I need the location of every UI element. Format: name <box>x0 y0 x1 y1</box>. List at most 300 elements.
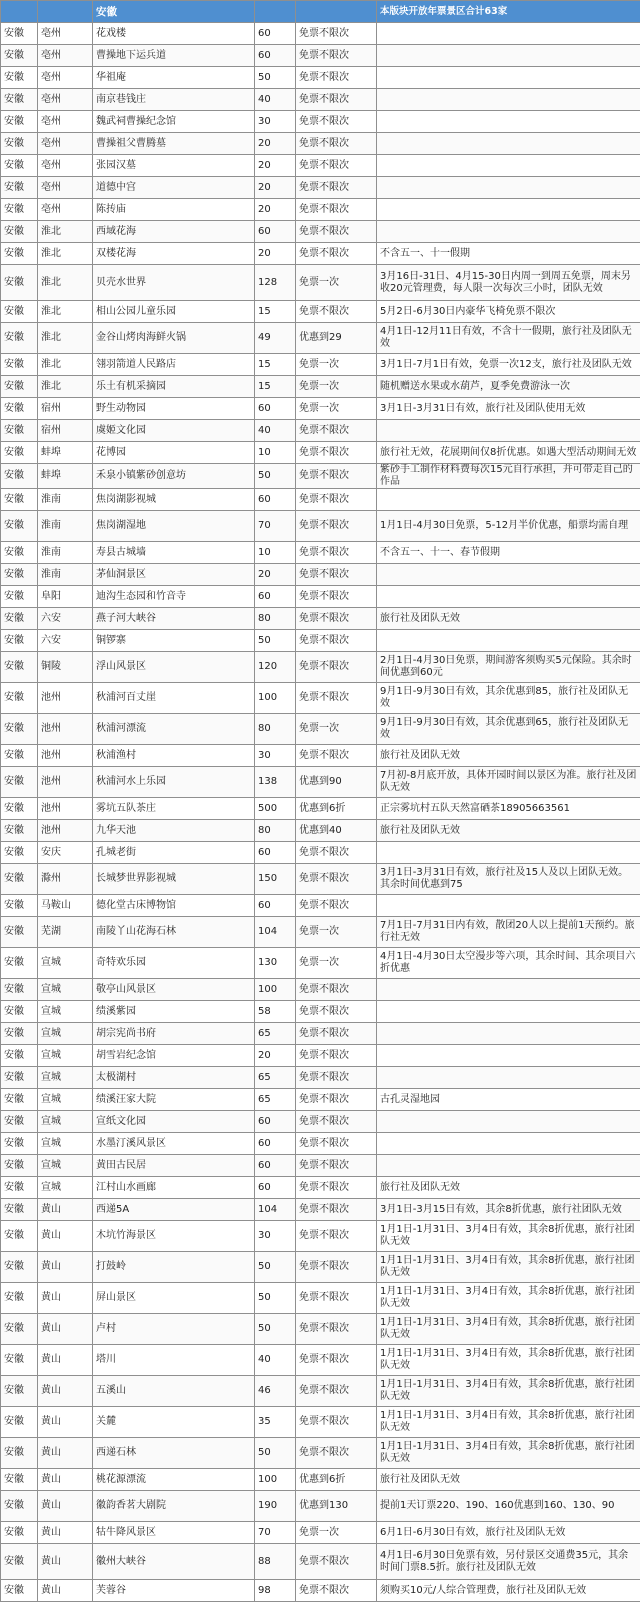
city-cell: 池州 <box>38 745 93 767</box>
scenic-spot-cell: 太极湖村 <box>93 1067 255 1089</box>
table-row <box>1 67 640 89</box>
price-cell: 98 <box>255 1580 296 1602</box>
province-cell: 安徽 <box>1 864 38 895</box>
city-cell: 淮南 <box>38 564 93 586</box>
price-cell: 50 <box>255 1438 296 1469</box>
notes-cell: 3月1日-3月15日有效，其余8折优惠，旅行社团队无效 <box>377 1199 640 1221</box>
province-cell: 安徽 <box>1 608 38 630</box>
notes-cell <box>377 133 640 155</box>
benefit-cell: 免票不限次 <box>296 111 377 133</box>
province-cell: 安徽 <box>1 1491 38 1522</box>
city-cell: 宣城 <box>38 1111 93 1133</box>
province-cell: 安徽 <box>1 354 38 376</box>
notes-cell: 旅行社及团队无效 <box>377 1177 640 1199</box>
price-cell: 58 <box>255 1001 296 1023</box>
price-cell: 104 <box>255 917 296 948</box>
province-cell: 安徽 <box>1 683 38 714</box>
notes-cell: 1月1日-1月31日、3月4日有效，其余8折优惠，旅行社团队无效 <box>377 1438 640 1469</box>
benefit-cell: 免票不限次 <box>296 1111 377 1133</box>
city-cell: 淮北 <box>38 265 93 301</box>
notes-cell <box>377 23 640 45</box>
price-cell: 50 <box>255 630 296 652</box>
province-cell: 安徽 <box>1 1544 38 1580</box>
table-row <box>1 265 640 301</box>
notes-cell: 1月1日-1月31日、3月4日有效，其余8折优惠，旅行社团队无效 <box>377 1252 640 1283</box>
notes-cell <box>377 979 640 1001</box>
city-cell: 淮北 <box>38 301 93 323</box>
price-cell: 20 <box>255 199 296 221</box>
price-cell: 65 <box>255 1023 296 1045</box>
notes-cell <box>377 1001 640 1023</box>
table-header-row <box>1 1 640 23</box>
table-row <box>1 1345 640 1376</box>
benefit-cell: 免票不限次 <box>296 1407 377 1438</box>
province-cell: 安徽 <box>1 745 38 767</box>
notes-cell: 9月1日-9月30日有效，其余优惠到65，旅行社及团队无效 <box>377 714 640 745</box>
province-cell: 安徽 <box>1 221 38 243</box>
province-cell: 安徽 <box>1 1283 38 1314</box>
notes-cell: 5月2日-6月30日内豪华飞椅免票不限次 <box>377 301 640 323</box>
table-row <box>1 1001 640 1023</box>
province-cell: 安徽 <box>1 917 38 948</box>
province-cell: 安徽 <box>1 420 38 442</box>
city-cell: 安庆 <box>38 842 93 864</box>
benefit-cell: 免票不限次 <box>296 23 377 45</box>
notes-cell <box>377 1133 640 1155</box>
notes-cell: 提前1天订票220、190、160优惠到160、130、90 <box>377 1491 640 1522</box>
price-cell: 70 <box>255 511 296 542</box>
benefit-cell: 免票不限次 <box>296 177 377 199</box>
table-row <box>1 745 640 767</box>
province-cell: 安徽 <box>1 895 38 917</box>
benefit-cell: 免票不限次 <box>296 1544 377 1580</box>
scenic-spot-cell: 黄田古民居 <box>93 1155 255 1177</box>
city-cell: 六安 <box>38 630 93 652</box>
price-cell: 40 <box>255 89 296 111</box>
province-cell: 安徽 <box>1 564 38 586</box>
price-cell: 60 <box>255 1177 296 1199</box>
province-cell: 安徽 <box>1 1177 38 1199</box>
scenic-spot-cell: 野生动物园 <box>93 398 255 420</box>
province-cell: 安徽 <box>1 1133 38 1155</box>
city-cell: 宣城 <box>38 1001 93 1023</box>
price-cell: 20 <box>255 155 296 177</box>
city-cell: 宣城 <box>38 979 93 1001</box>
city-cell: 黄山 <box>38 1252 93 1283</box>
price-cell: 80 <box>255 714 296 745</box>
city-cell: 黄山 <box>38 1407 93 1438</box>
notes-cell: 3月1日-3月31日有效，旅行社及团队使用无效 <box>377 398 640 420</box>
city-cell: 黄山 <box>38 1376 93 1407</box>
notes-cell: 4月1日-6月30日免票有效，另付景区交通费35元，其余时间门票8.5折。旅行社及团队无效 <box>377 1544 640 1580</box>
table-row <box>1 767 640 798</box>
province-cell: 安徽 <box>1 1067 38 1089</box>
province-cell: 安徽 <box>1 155 38 177</box>
price-cell: 130 <box>255 948 296 979</box>
benefit-cell: 免票不限次 <box>296 89 377 111</box>
benefit-cell: 免票不限次 <box>296 842 377 864</box>
notes-cell: 不含五一、十一、春节假期 <box>377 542 640 564</box>
province-cell: 安徽 <box>1 542 38 564</box>
province-cell: 安徽 <box>1 714 38 745</box>
price-cell: 65 <box>255 1089 296 1111</box>
benefit-cell: 免票不限次 <box>296 745 377 767</box>
notes-cell: 旅行社及团队无效 <box>377 1469 640 1491</box>
benefit-cell: 免票不限次 <box>296 155 377 177</box>
scenic-spot-cell: 徽韵香茗大剧院 <box>93 1491 255 1522</box>
scenic-spot-cell: 胡宗宪尚书府 <box>93 1023 255 1045</box>
price-cell: 60 <box>255 1111 296 1133</box>
province-cell: 安徽 <box>1 1221 38 1252</box>
notes-cell: 旅行社及团队无效 <box>377 745 640 767</box>
city-cell: 宣城 <box>38 1133 93 1155</box>
price-cell: 30 <box>255 1221 296 1252</box>
province-cell: 安徽 <box>1 1438 38 1469</box>
price-cell: 15 <box>255 301 296 323</box>
price-cell: 30 <box>255 111 296 133</box>
province-cell: 安徽 <box>1 652 38 683</box>
notes-cell: 1月1日-1月31日、3月4日有效，其余8折优惠，旅行社团队无效 <box>377 1314 640 1345</box>
city-cell: 亳州 <box>38 45 93 67</box>
scenic-spot-cell: 西域花海 <box>93 221 255 243</box>
price-cell: 50 <box>255 1252 296 1283</box>
table-row <box>1 1491 640 1522</box>
table-row <box>1 243 640 265</box>
city-cell: 宣城 <box>38 1045 93 1067</box>
scenic-spot-cell: 秋浦河水上乐园 <box>93 767 255 798</box>
price-cell: 50 <box>255 1314 296 1345</box>
scenic-spot-cell: 曹操祖父曹腾墓 <box>93 133 255 155</box>
city-cell: 黄山 <box>38 1469 93 1491</box>
price-cell: 60 <box>255 221 296 243</box>
table-row <box>1 1252 640 1283</box>
province-cell: 安徽 <box>1 489 38 511</box>
table-row <box>1 1283 640 1314</box>
province-cell: 安徽 <box>1 1111 38 1133</box>
city-cell: 亳州 <box>38 133 93 155</box>
scenic-spot-cell: 屏山景区 <box>93 1283 255 1314</box>
scenic-spot-cell: 花戏楼 <box>93 23 255 45</box>
table-row <box>1 1522 640 1544</box>
notes-cell: 旅行社及团队无效 <box>377 608 640 630</box>
city-cell: 亳州 <box>38 199 93 221</box>
province-cell: 安徽 <box>1 1045 38 1067</box>
header-summary: 本版块开放年票景区合计63家 <box>377 1 640 23</box>
benefit-cell: 免票不限次 <box>296 652 377 683</box>
province-cell: 安徽 <box>1 948 38 979</box>
price-cell: 35 <box>255 1407 296 1438</box>
price-cell: 20 <box>255 177 296 199</box>
scenic-spot-cell: 南陵丫山花海石林 <box>93 917 255 948</box>
scenic-spot-cell: 长城梦世界影视城 <box>93 864 255 895</box>
benefit-cell: 免票不限次 <box>296 608 377 630</box>
notes-cell: 1月1日-1月31日、3月4日有效，其余8折优惠，旅行社团队无效 <box>377 1407 640 1438</box>
table-row <box>1 1067 640 1089</box>
price-cell: 70 <box>255 1522 296 1544</box>
table-row <box>1 1314 640 1345</box>
city-cell: 黄山 <box>38 1580 93 1602</box>
scenic-spot-cell: 寿县古城墙 <box>93 542 255 564</box>
table-row <box>1 199 640 221</box>
benefit-cell: 免票不限次 <box>296 464 377 489</box>
benefit-cell: 免票不限次 <box>296 1001 377 1023</box>
notes-cell: 不含五一、十一假期 <box>377 243 640 265</box>
table-row <box>1 714 640 745</box>
scenic-spot-cell: 敬亭山风景区 <box>93 979 255 1001</box>
header-price <box>255 1 296 23</box>
city-cell: 马鞍山 <box>38 895 93 917</box>
province-cell: 安徽 <box>1 630 38 652</box>
notes-cell: 随机赠送水果或水葫芦，夏季免费游泳一次 <box>377 376 640 398</box>
scenic-spot-cell: 道德中宫 <box>93 177 255 199</box>
scenic-spot-cell: 虞姬文化园 <box>93 420 255 442</box>
city-cell: 宿州 <box>38 420 93 442</box>
price-cell: 65 <box>255 1067 296 1089</box>
notes-cell: 1月1日-1月31日、3月4日有效，其余8折优惠，旅行社团队无效 <box>377 1345 640 1376</box>
scenic-spot-cell: 曹操地下运兵道 <box>93 45 255 67</box>
notes-cell: 旅行社及团队无效 <box>377 820 640 842</box>
price-cell: 40 <box>255 1345 296 1376</box>
table-row <box>1 464 640 489</box>
city-cell: 黄山 <box>38 1221 93 1252</box>
city-cell: 宣城 <box>38 1023 93 1045</box>
price-cell: 60 <box>255 23 296 45</box>
price-cell: 100 <box>255 1469 296 1491</box>
city-cell: 滁州 <box>38 864 93 895</box>
price-cell: 50 <box>255 464 296 489</box>
notes-cell <box>377 1111 640 1133</box>
scenic-spot-cell: 乐土有机采摘园 <box>93 376 255 398</box>
city-cell: 亳州 <box>38 111 93 133</box>
notes-cell: 3月16日-31日、4月15-30日内周一到周五免票，周末另收20元管理费，每人限一次每次三小时，团队无效 <box>377 265 640 301</box>
benefit-cell: 免票一次 <box>296 1522 377 1544</box>
scenic-spot-cell: 塔川 <box>93 1345 255 1376</box>
table-row <box>1 1045 640 1067</box>
notes-cell <box>377 842 640 864</box>
table-row <box>1 1089 640 1111</box>
city-cell: 黄山 <box>38 1199 93 1221</box>
city-cell: 宣城 <box>38 1067 93 1089</box>
province-cell: 安徽 <box>1 767 38 798</box>
province-cell: 安徽 <box>1 398 38 420</box>
table-row <box>1 630 640 652</box>
notes-cell <box>377 564 640 586</box>
table-row <box>1 511 640 542</box>
benefit-cell: 免票不限次 <box>296 301 377 323</box>
notes-cell <box>377 111 640 133</box>
notes-cell: 4月1日-12月11日有效，不含十一假期，旅行社及团队无效 <box>377 323 640 354</box>
scenic-spot-cell: 迪沟生态园和竹音寺 <box>93 586 255 608</box>
province-cell: 安徽 <box>1 111 38 133</box>
city-cell: 亳州 <box>38 89 93 111</box>
notes-cell: 9月1日-9月30日有效，其余优惠到85，旅行社及团队无效 <box>377 683 640 714</box>
province-cell: 安徽 <box>1 1407 38 1438</box>
price-cell: 60 <box>255 489 296 511</box>
city-cell: 黄山 <box>38 1283 93 1314</box>
table-row <box>1 45 640 67</box>
table-row <box>1 586 640 608</box>
province-cell: 安徽 <box>1 586 38 608</box>
benefit-cell: 优惠到40 <box>296 820 377 842</box>
scenic-spot-cell: 禾泉小镇紫砂创意坊 <box>93 464 255 489</box>
city-cell: 淮南 <box>38 489 93 511</box>
price-cell: 46 <box>255 1376 296 1407</box>
province-cell: 安徽 <box>1 1522 38 1544</box>
province-cell: 安徽 <box>1 67 38 89</box>
province-cell: 安徽 <box>1 442 38 464</box>
notes-cell <box>377 155 640 177</box>
notes-cell: 正宗雾坑村五队天然富硒茶18905663561 <box>377 798 640 820</box>
province-cell: 安徽 <box>1 177 38 199</box>
price-cell: 60 <box>255 1155 296 1177</box>
benefit-cell: 免票不限次 <box>296 67 377 89</box>
scenic-spot-cell: 奇特欢乐园 <box>93 948 255 979</box>
province-cell: 安徽 <box>1 1252 38 1283</box>
price-cell: 60 <box>255 842 296 864</box>
scenic-spot-cell: 徽州大峡谷 <box>93 1544 255 1580</box>
table-row <box>1 376 640 398</box>
benefit-cell: 免票不限次 <box>296 1067 377 1089</box>
benefit-cell: 优惠到29 <box>296 323 377 354</box>
table-row <box>1 398 640 420</box>
notes-cell <box>377 199 640 221</box>
table-row <box>1 155 640 177</box>
benefit-cell: 免票不限次 <box>296 1089 377 1111</box>
province-cell: 安徽 <box>1 1001 38 1023</box>
price-cell: 60 <box>255 586 296 608</box>
benefit-cell: 免票不限次 <box>296 1283 377 1314</box>
scenic-spot-cell: 卢村 <box>93 1314 255 1345</box>
benefit-cell: 免票不限次 <box>296 1252 377 1283</box>
province-cell: 安徽 <box>1 1199 38 1221</box>
price-cell: 20 <box>255 243 296 265</box>
benefit-cell: 免票不限次 <box>296 1376 377 1407</box>
city-cell: 淮北 <box>38 323 93 354</box>
province-cell: 安徽 <box>1 820 38 842</box>
header-city <box>38 1 93 23</box>
table-row <box>1 683 640 714</box>
table-row <box>1 1177 640 1199</box>
scenic-spot-cell: 江村山水画廊 <box>93 1177 255 1199</box>
province-cell: 安徽 <box>1 1580 38 1602</box>
scenic-spot-cell: 金谷山烤肉海鲜火锅 <box>93 323 255 354</box>
price-cell: 80 <box>255 820 296 842</box>
price-cell: 40 <box>255 420 296 442</box>
notes-cell: 1月1日-4月30日免票，5-12月半价优惠，船票均需自理 <box>377 511 640 542</box>
scenic-spot-cell: 浮山风景区 <box>93 652 255 683</box>
price-cell: 120 <box>255 652 296 683</box>
benefit-cell: 免票不限次 <box>296 221 377 243</box>
city-cell: 池州 <box>38 714 93 745</box>
price-cell: 80 <box>255 608 296 630</box>
table-row <box>1 1580 640 1602</box>
city-cell: 黄山 <box>38 1544 93 1580</box>
notes-cell: 2月1日-4月30日免票，期间游客须购买5元保险。其余时间优惠到60元 <box>377 652 640 683</box>
benefit-cell: 免票不限次 <box>296 1133 377 1155</box>
province-cell: 安徽 <box>1 464 38 489</box>
price-cell: 15 <box>255 376 296 398</box>
notes-cell: 4月1日-4月30日太空漫步等六项，其余时间、其余项目六折优惠 <box>377 948 640 979</box>
city-cell: 蚌埠 <box>38 442 93 464</box>
scenic-spot-cell: 芙蓉谷 <box>93 1580 255 1602</box>
table-row <box>1 564 640 586</box>
price-cell: 30 <box>255 745 296 767</box>
city-cell: 池州 <box>38 798 93 820</box>
table-row <box>1 1155 640 1177</box>
scenic-spot-cell: 宣纸文化园 <box>93 1111 255 1133</box>
scenic-spot-cell: 绩溪汪家大院 <box>93 1089 255 1111</box>
benefit-cell: 免票不限次 <box>296 564 377 586</box>
scenic-spot-cell: 关麓 <box>93 1407 255 1438</box>
scenic-spot-cell: 焦岗湖影视城 <box>93 489 255 511</box>
benefit-cell: 免票不限次 <box>296 864 377 895</box>
scenic-spot-cell: 木坑竹海景区 <box>93 1221 255 1252</box>
province-cell: 安徽 <box>1 376 38 398</box>
benefit-cell: 免票一次 <box>296 354 377 376</box>
city-cell: 淮北 <box>38 243 93 265</box>
benefit-cell: 免票不限次 <box>296 683 377 714</box>
scenic-spot-cell: 桃花源漂流 <box>93 1469 255 1491</box>
price-cell: 10 <box>255 542 296 564</box>
benefit-cell: 免票不限次 <box>296 199 377 221</box>
scenic-spot-cell: 西递石林 <box>93 1438 255 1469</box>
province-cell: 安徽 <box>1 511 38 542</box>
city-cell: 亳州 <box>38 177 93 199</box>
scenic-spot-cell: 花博园 <box>93 442 255 464</box>
scenic-spot-cell: 孔城老街 <box>93 842 255 864</box>
table-row <box>1 1023 640 1045</box>
scenic-spot-cell: 燕子河大峡谷 <box>93 608 255 630</box>
scenic-spot-cell: 胡雪岩纪念馆 <box>93 1045 255 1067</box>
city-cell: 池州 <box>38 767 93 798</box>
benefit-cell: 免票不限次 <box>296 1314 377 1345</box>
table-row <box>1 1544 640 1580</box>
city-cell: 黄山 <box>38 1522 93 1544</box>
benefit-cell: 免票不限次 <box>296 1221 377 1252</box>
benefit-cell: 免票不限次 <box>296 1199 377 1221</box>
notes-cell <box>377 45 640 67</box>
notes-cell <box>377 89 640 111</box>
benefit-cell: 免票一次 <box>296 376 377 398</box>
benefit-cell: 免票不限次 <box>296 1155 377 1177</box>
table-row <box>1 489 640 511</box>
province-cell: 安徽 <box>1 243 38 265</box>
table-row <box>1 948 640 979</box>
scenic-spot-cell: 秋浦河百丈崖 <box>93 683 255 714</box>
benefit-cell: 免票不限次 <box>296 442 377 464</box>
city-cell: 六安 <box>38 608 93 630</box>
price-cell: 60 <box>255 1133 296 1155</box>
province-cell: 安徽 <box>1 23 38 45</box>
benefit-cell: 免票不限次 <box>296 1045 377 1067</box>
city-cell: 淮北 <box>38 221 93 243</box>
notes-cell: 古孔灵湿地园 <box>377 1089 640 1111</box>
scenic-spot-cell: 五溪山 <box>93 1376 255 1407</box>
table-row <box>1 1438 640 1469</box>
notes-cell: 7月1日-7月31日内有效，散团20人以上提前1天预约。旅行社无效 <box>377 917 640 948</box>
province-cell: 安徽 <box>1 1314 38 1345</box>
benefit-cell: 优惠到6折 <box>296 798 377 820</box>
benefit-cell: 免票不限次 <box>296 133 377 155</box>
scenic-spot-cell: 打鼓岭 <box>93 1252 255 1283</box>
scenic-spot-cell: 秋浦河漂流 <box>93 714 255 745</box>
table-row <box>1 798 640 820</box>
city-cell: 宿州 <box>38 398 93 420</box>
table-row <box>1 864 640 895</box>
province-cell: 安徽 <box>1 323 38 354</box>
benefit-cell: 免票不限次 <box>296 420 377 442</box>
notes-cell <box>377 1067 640 1089</box>
